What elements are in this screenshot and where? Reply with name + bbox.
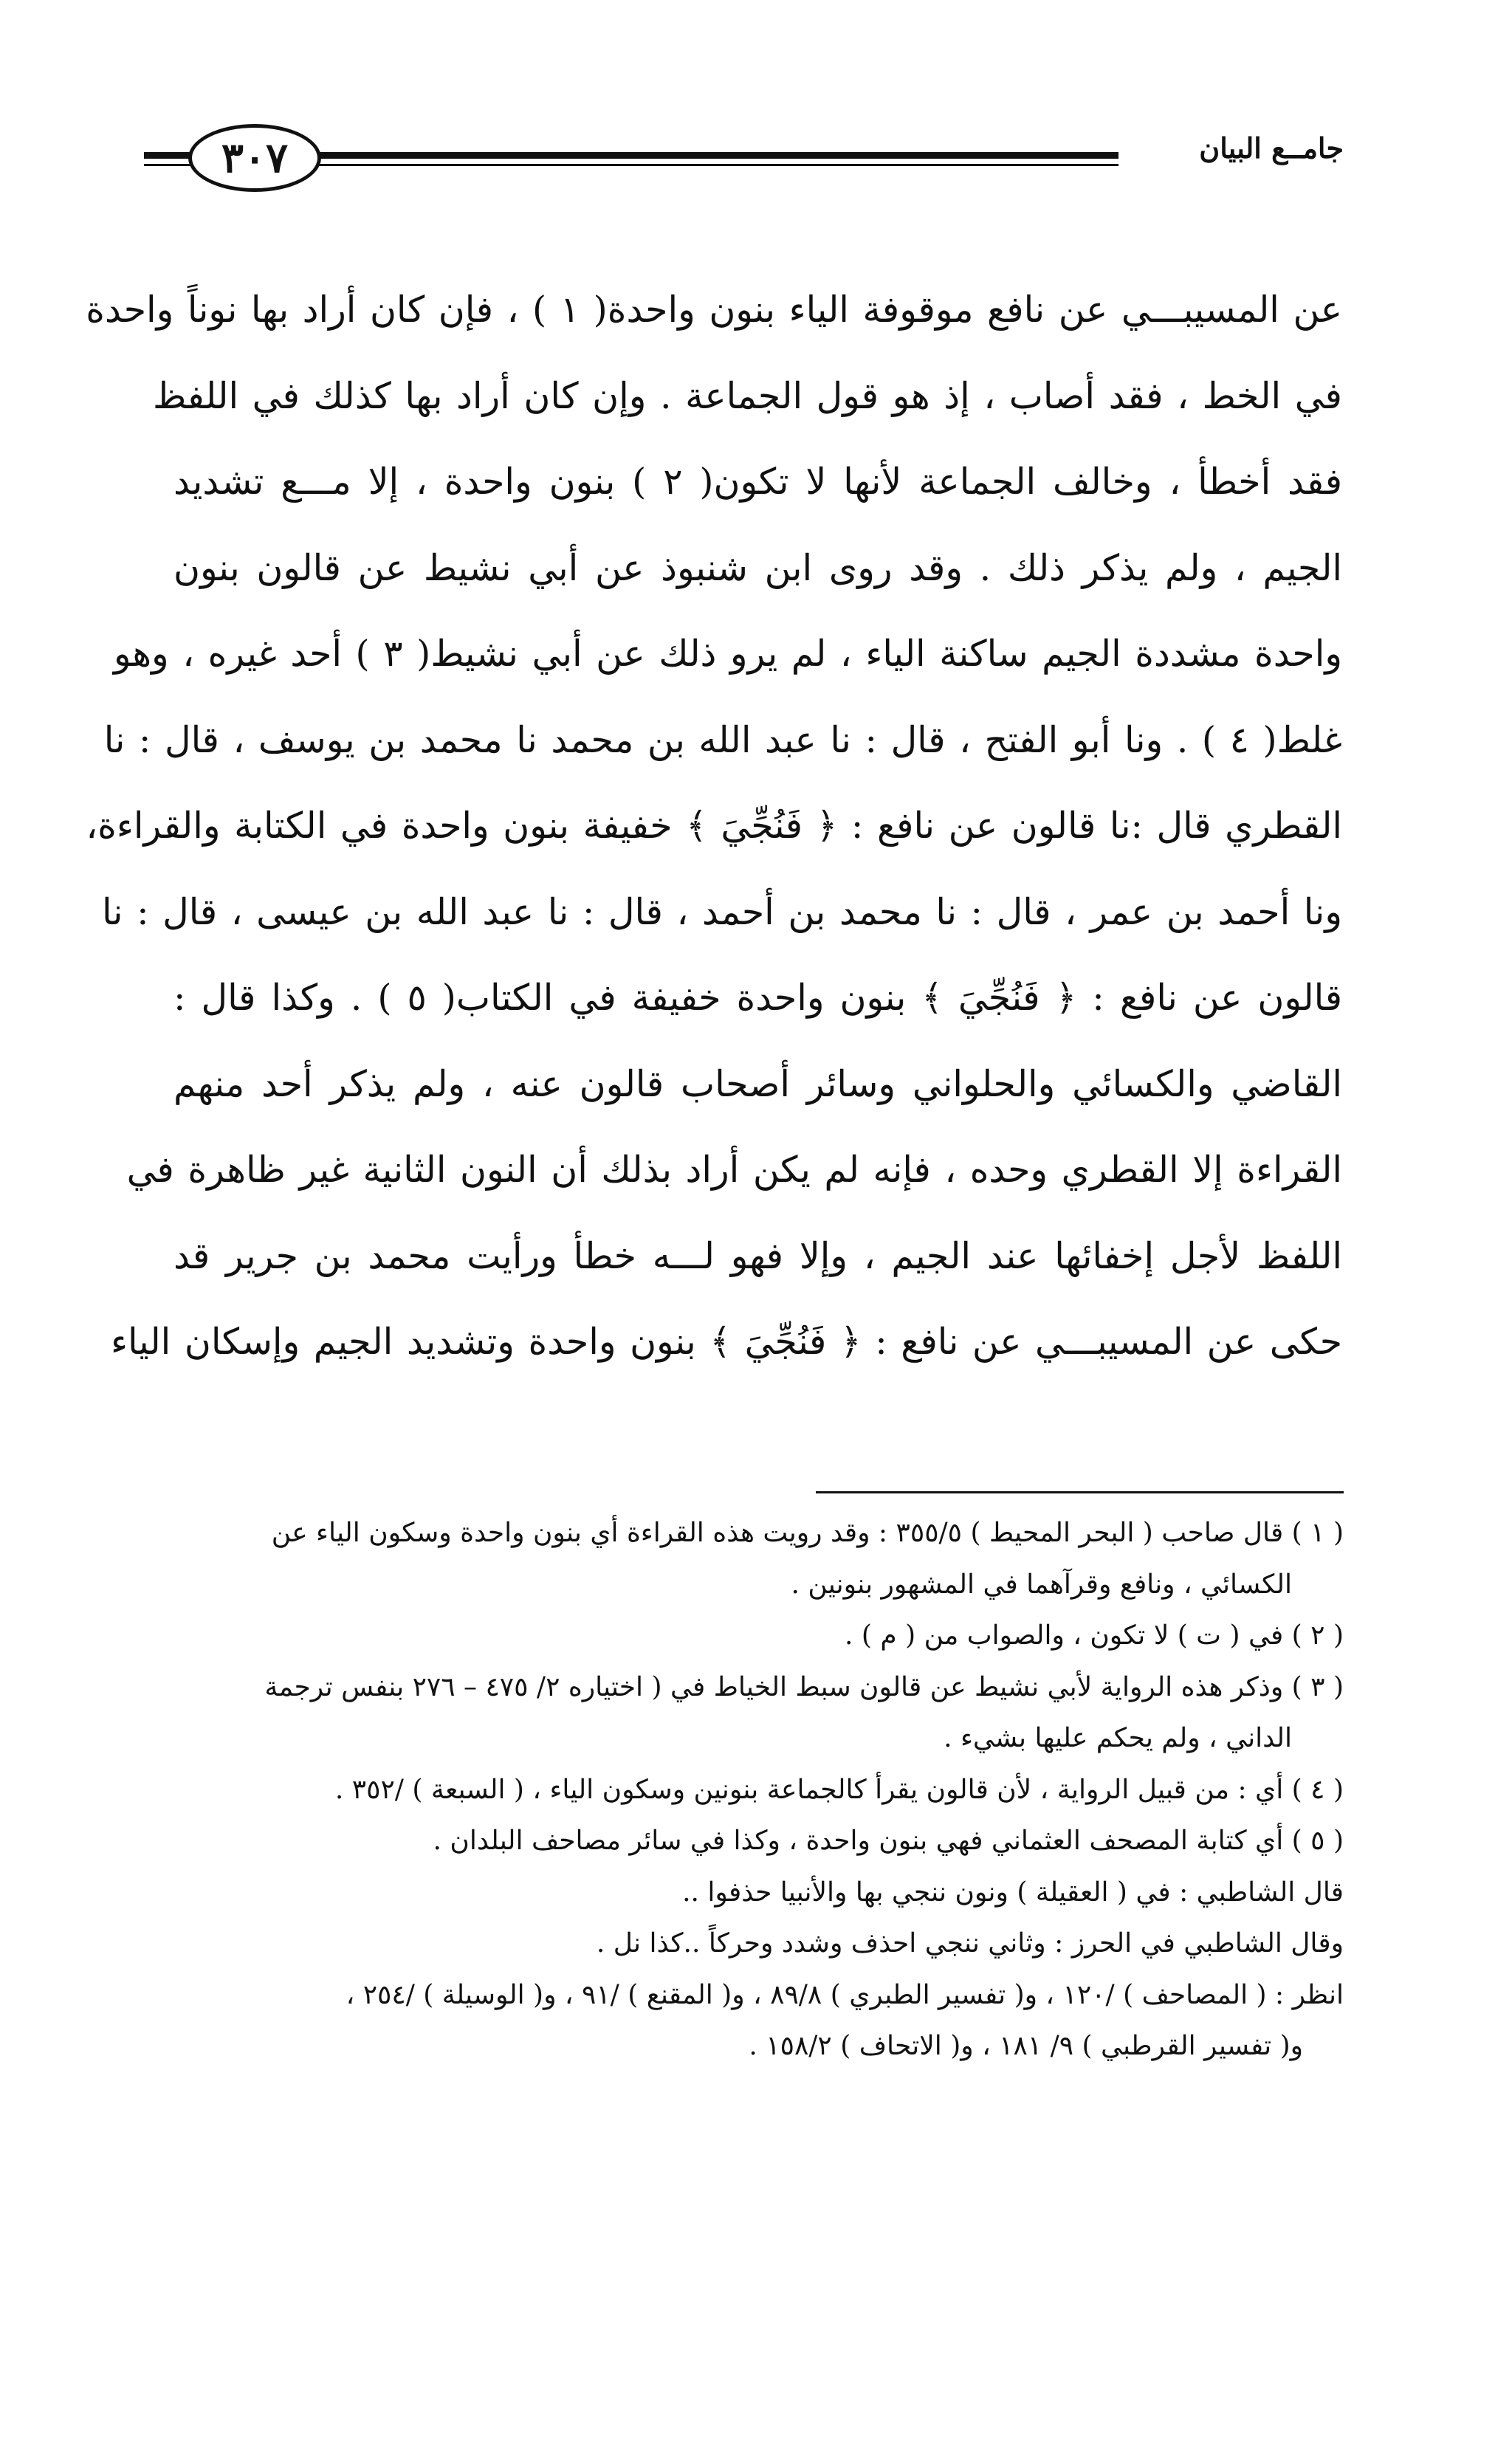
footnote-1-continued: الكسائي ، ونافع وقرآهما في المشهور بنونين . [791, 1569, 1292, 1600]
footnote-4: ( ٤ ) أي : من قبيل الرواية ، لأن قالون يقرأ كالجماعة بنونين وسكون الياء ، ( السبعة ) /٣٥٢ . [334, 1774, 1344, 1805]
footnote-5-references: انظر : ( المصاحف ) /١٢٠ ، و( تفسير الطبري ) ٨٩/٨ ، و( المقنع ) /٩١ ، و( الوسيلة ) /٢٥٤ ، [346, 1979, 1344, 2010]
footnote-2: ( ٢ ) في ( ت ) لا تكون ، والصواب من ( م ) . [845, 1620, 1344, 1651]
header-rule-right-thin [314, 164, 1118, 166]
footnote-5-references-continued: و( تفسير القرطبي ) ٩/ ١٨١ ، و( الاتحاف ) ١٥٨/٢ . [749, 2031, 1303, 2061]
text-line: واحدة مشددة الجيم ساكنة الياء ، لم يرو ذلك عن أبي نشيط( ٣ ) أحد غيره ، وهو [113, 633, 1342, 675]
main-text [86, 267, 1342, 1386]
footnote-5-verse-1: قال الشاطبي : في ( العقيلة ) ونون ننجي بها والأنبيا حذفوا .. [682, 1877, 1344, 1908]
text-line: غلط( ٤ ) . ونا أبو الفتح ، قال : نا عبد الله بن محمد نا محمد بن يوسف ، قال : نا [103, 718, 1342, 761]
footnote-3: ( ٣ ) وذكر هذه الرواية لأبي نشيط عن قالون سبط الخياط في ( اختياره ٢/ ٤٧٥ – ٢٧٦ بنفس ترجمة [264, 1671, 1344, 1702]
header-rule-right [314, 152, 1118, 159]
text-line: ونا أحمد بن عمر ، قال : نا محمد بن أحمد ، قال : نا عبد الله بن عيسى ، قال : نا [101, 890, 1342, 933]
footnote-5: ( ٥ ) أي كتابة المصحف العثماني فهي بنون واحدة ، وكذا في سائر مصاحف البلدان . [433, 1826, 1344, 1856]
text-line: القاضي والكسائي والحلواني وسائر أصحاب قالون عنه ، ولم يذكر أحد منهم [173, 1062, 1342, 1105]
text-line: حكى عن المسيبـــي عن نافع : ﴿ فَنُجِّيَ ﴾ بنون واحدة وتشديد الجيم وإسكان الياء [110, 1321, 1342, 1363]
text-line: فقد أخطأ ، وخالف الجماعة لأنها لا تكون( ٢ ) بنون واحدة ، إلا مـــع تشديد [173, 461, 1342, 503]
header-rule-left-thin [144, 164, 196, 166]
page-number: ٣٠٧ [188, 124, 321, 192]
page-header [0, 0, 1512, 192]
footnote-3-continued: الداني ، ولم يحكم عليها بشيء . [944, 1723, 1292, 1753]
text-line: الجيم ، ولم يذكر ذلك . وقد روى ابن شنبوذ عن أبي نشيط عن قالون بنون [173, 546, 1342, 589]
footnote-1: ( ١ ) قال صاحب ( البحر المحيط ) ٣٥٥/٥ : وقد رويت هذه القراءة أي بنون واحدة وسكون الياء عن [271, 1518, 1344, 1548]
text-line: اللفظ لأجل إخفائها عند الجيم ، وإلا فهو لـــه خطأ ورأيت محمد بن جرير قد [173, 1234, 1342, 1277]
text-line: قالون عن نافع : ﴿ فَنُجِّيَ ﴾ بنون واحدة خفيفة في الكتاب( ٥ ) . وكذا قال : [173, 977, 1342, 1019]
text-line: القراءة إلا القطري وحده ، فإنه لم يكن أراد بذلك أن النون الثانية غير ظاهرة في [126, 1149, 1342, 1191]
footnote-5-verse-2: وقال الشاطبي في الحرز : وثاني ننجي احذف وشدد وحركاً ..كذا نل . [596, 1928, 1344, 1959]
text-line: في الخط ، فقد أصاب ، إذ هو قول الجماعة . وإن كان أراد بها كذلك في اللفظ [153, 374, 1342, 417]
text-line: القطري قال :نا قالون عن نافع : ﴿ فَنُجِّيَ ﴾ خفيفة بنون واحدة في الكتابة والقراءة، [86, 805, 1342, 847]
text-line: عن المسيبـــي عن نافع موقوفة الياء بنون واحدة( ١ ) ، فإن كان أراد بها نوناً واحدة [86, 289, 1342, 331]
footnote-separator [816, 1491, 1344, 1493]
book-title: جامــع البيان [1199, 131, 1344, 165]
footnotes [168, 1507, 1344, 2072]
